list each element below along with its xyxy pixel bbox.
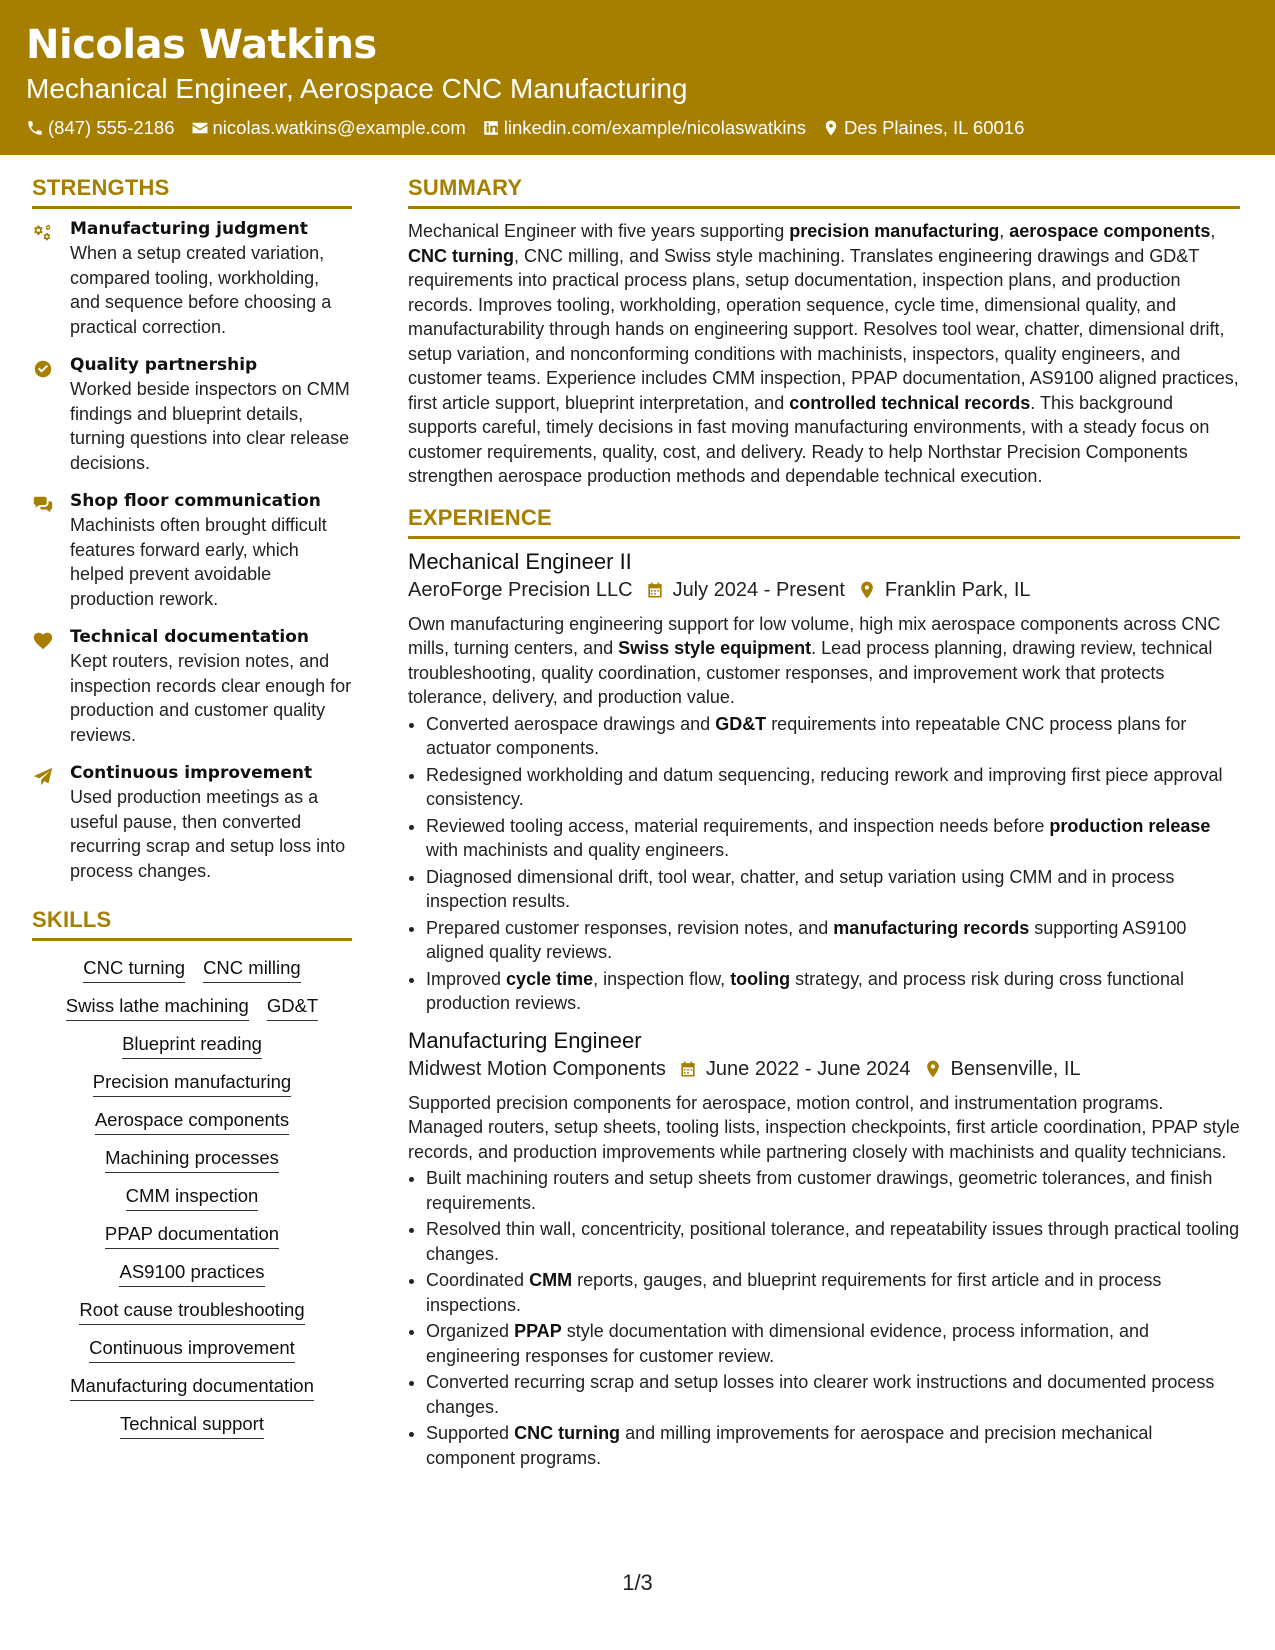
skill-tag: CNC turning xyxy=(83,957,185,983)
envelope-icon xyxy=(191,119,209,137)
summary-text: Mechanical Engineer with five years supporting precision manufacturing, aerospace components, CNC turning, CNC milling, and Swiss style machining. Translates engineering drawings and GD&T requirements into practical process plans, setup documentation, inspection plans, and production records. Improves tooling, workholding, operation sequence, cycle time, dimensional quality, and manufacturability through hands on engineering support. Resolves tool wear, chatter, dimensional drift, setup variation, and nonconforming conditions with machinists, inspectors, quality engineers, and customer teams. Experience includes CMM inspection, PPAP documentation, AS9100 aligned practices, first article support, blueprint interpretation, and controlled technical records. This background supports careful, timely decisions in fast moving manufacturing environments, with a steady focus on customer requirements, quality, cost, and delivery. Ready to help Northstar Precision Components strengthen aerospace production methods and dependable technical execution. xyxy=(408,221,1239,486)
page-number: 1/3 xyxy=(622,1570,653,1595)
strength-title: Manufacturing judgment xyxy=(70,219,308,239)
job-bullet: • Converted aerospace drawings and GD&T requirements into repeatable CNC process plans for actuator components. xyxy=(426,712,1240,761)
job-company: Midwest Motion Components xyxy=(408,1057,666,1080)
candidate-name: Nicolas Watkins xyxy=(26,22,377,68)
skill-tag: Precision manufacturing xyxy=(93,1071,291,1097)
job-bullet: • Reviewed tooling access, material requirements, and inspection needs before production release with machinists and quality engineers. xyxy=(426,814,1240,863)
job-bullet: • Converted recurring scrap and setup losses into clearer work instructions and documented process changes. xyxy=(426,1370,1240,1419)
contact-location xyxy=(822,117,1024,139)
calendar-icon xyxy=(645,580,665,600)
skill-tag: Manufacturing documentation xyxy=(70,1375,314,1401)
job-title: Manufacturing Engineer xyxy=(408,1027,642,1053)
skill-tag: CMM inspection xyxy=(126,1185,259,1211)
strength-text: Used production meetings as a useful pause, then converted recurring scrap and setup loss into process changes. xyxy=(70,787,346,881)
job-location: Franklin Park, IL xyxy=(884,578,1031,601)
job-bullet: • Resolved thin wall, concentricity, positional tolerance, and repeatability issues through practical tooling changes. xyxy=(426,1217,1240,1266)
strength-text: When a setup created variation, compared tooling, workholding, and sequence before choosing a practical correction. xyxy=(70,243,332,337)
job-bullet: • Built machining routers and setup sheets from customer drawings, geometric tolerances, and finish requirements. xyxy=(426,1166,1240,1215)
skill-tag: AS9100 practices xyxy=(119,1261,264,1287)
strengths-heading: STRENGTHS xyxy=(32,175,352,209)
job-meta xyxy=(408,1058,1240,1081)
contact-linkedin[interactable] xyxy=(482,117,806,139)
gears-icon xyxy=(32,222,54,244)
check-circle-icon xyxy=(32,358,54,380)
contact-phone[interactable] xyxy=(26,117,175,139)
skill-tag: Root cause troubleshooting xyxy=(79,1299,304,1325)
strength-item xyxy=(32,219,352,339)
job-bullets xyxy=(408,1166,1240,1470)
skill-tag: Continuous improvement xyxy=(89,1337,295,1363)
skill-tag: Swiss lathe machining xyxy=(66,995,249,1021)
skill-tag: CNC milling xyxy=(203,957,301,983)
job-bullet: • Supported CNC turning and milling improvements for aerospace and precision mechanical component programs. xyxy=(426,1421,1240,1470)
job-bullets xyxy=(408,712,1240,1016)
job-bullet: • Redesigned workholding and datum sequencing, reducing rework and improving first piece approval consistency. xyxy=(426,763,1240,812)
job-title: Mechanical Engineer II xyxy=(408,548,632,574)
strength-title: Shop floor communication xyxy=(70,491,321,511)
skill-tag: Technical support xyxy=(120,1413,264,1439)
strength-text: Machinists often brought difficult features forward early, which helped prevent avoidable production rework. xyxy=(70,515,327,609)
heart-icon xyxy=(32,630,54,652)
job-description: Supported precision components for aerospace, motion control, and instrumentation programs. Managed routers, setup sheets, tooling lists, inspection checkpoints, first article coordination, PPAP style records, and production improvements while partnering closely with machinists and quality technicians. xyxy=(408,1092,1240,1162)
skills-heading: SKILLS xyxy=(32,907,352,941)
job-bullet: • Organized PPAP style documentation with dimensional evidence, process information, and engineering responses for customer review. xyxy=(426,1319,1240,1368)
job-meta xyxy=(408,579,1240,602)
candidate-role: Mechanical Engineer, Aerospace CNC Manufacturing xyxy=(26,73,688,104)
strength-title: Continuous improvement xyxy=(70,763,313,783)
strength-item xyxy=(32,491,352,611)
phone-text: (847) 555-2186 xyxy=(48,117,175,138)
summary-heading: SUMMARY xyxy=(408,175,1240,209)
right-column xyxy=(408,175,1240,1482)
contact-email[interactable] xyxy=(191,117,466,139)
job-company: AeroForge Precision LLC xyxy=(408,578,633,601)
strength-title: Quality partnership xyxy=(70,355,258,375)
experience-heading: EXPERIENCE xyxy=(408,505,1240,539)
calendar-icon xyxy=(678,1059,698,1079)
job-entry xyxy=(408,549,1240,1016)
linkedin-icon xyxy=(482,119,500,137)
linkedin-text: linkedin.com/example/nicolaswatkins xyxy=(503,117,807,138)
map-pin-icon xyxy=(822,119,840,137)
email-text: nicolas.watkins@example.com xyxy=(212,117,466,138)
resume-header xyxy=(0,0,1275,155)
strength-text: Worked beside inspectors on CMM findings and blueprint details, turning questions into clear release decisions. xyxy=(70,379,350,473)
job-description: Own manufacturing engineering support for low volume, high mix aerospace components across CNC mills, turning centers, and Swiss style equipment. Lead process planning, drawing review, technical troubleshooting, quality coordination, customer responses, and improvement work that protects tolerance, delivery, and production value. xyxy=(408,613,1221,707)
job-dates: June 2022 - June 2024 xyxy=(705,1057,911,1080)
left-column xyxy=(32,175,352,1439)
phone-icon xyxy=(26,119,44,137)
location-text: Des Plaines, IL 60016 xyxy=(844,117,1025,138)
strength-title: Technical documentation xyxy=(70,627,309,647)
map-pin-icon xyxy=(857,580,877,600)
job-bullet: • Coordinated CMM reports, gauges, and blueprint requirements for first article and in process inspections. xyxy=(426,1268,1240,1317)
strength-text: Kept routers, revision notes, and inspection records clear enough for production and customer quality reviews. xyxy=(70,651,352,745)
strength-item xyxy=(32,627,352,747)
job-entry xyxy=(408,1028,1240,1471)
job-dates: July 2024 - Present xyxy=(672,578,845,601)
strength-item xyxy=(32,355,352,475)
paper-plane-icon xyxy=(32,766,54,788)
skill-tag: Machining processes xyxy=(105,1147,279,1173)
skill-tag: Blueprint reading xyxy=(122,1033,262,1059)
strength-item xyxy=(32,763,352,883)
skills-list xyxy=(32,957,352,1439)
job-bullet: • Diagnosed dimensional drift, tool wear, chatter, and setup variation using CMM and in process inspection results. xyxy=(426,865,1240,914)
skill-tag: Aerospace components xyxy=(95,1109,289,1135)
comments-icon xyxy=(32,494,54,516)
skill-tag: PPAP documentation xyxy=(105,1223,279,1249)
job-location: Bensenville, IL xyxy=(950,1057,1081,1080)
job-bullet: • Prepared customer responses, revision notes, and manufacturing records supporting AS9100 aligned quality reviews. xyxy=(426,916,1240,965)
contact-bar xyxy=(26,117,1024,139)
job-bullet: • Improved cycle time, inspection flow, tooling strategy, and process risk during cross functional production reviews. xyxy=(426,967,1240,1016)
map-pin-icon xyxy=(923,1059,943,1079)
skill-tag: GD&T xyxy=(267,995,318,1021)
